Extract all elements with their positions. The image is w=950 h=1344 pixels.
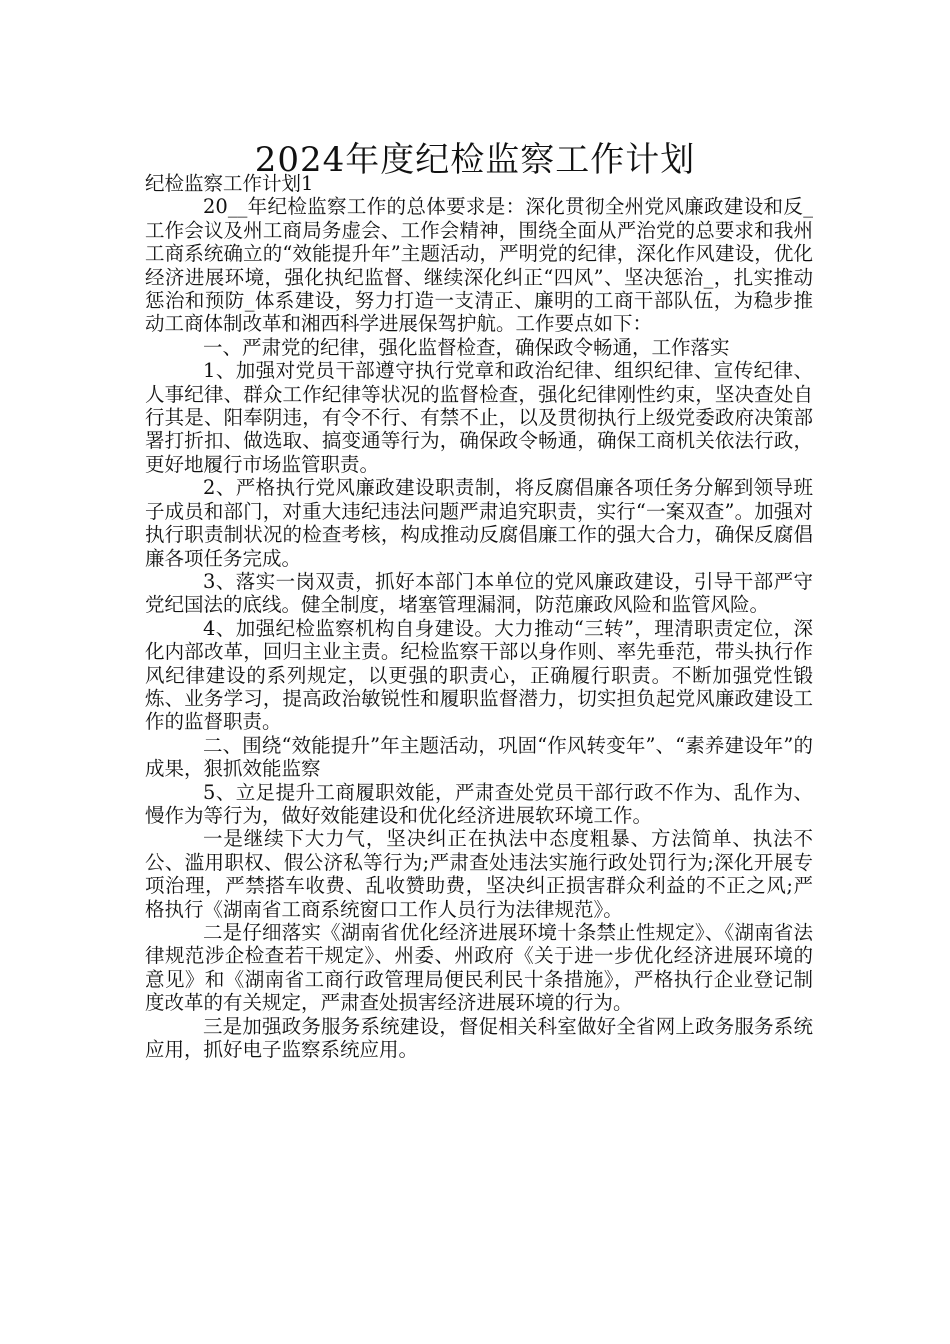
document-subtitle: 纪检监察工作计划1 xyxy=(145,172,314,195)
paragraph-item-3: 3、落实一岗双责，抓好本部门本单位的党风廉政建设，引导干部严守党纪国法的底线。健全制度，堵塞管理漏洞，防范廉政风险和监管风险。 xyxy=(145,569,813,617)
paragraph-item-1: 1、加强对党员干部遵守执行党章和政治纪律、组织纪律、宣传纪律、人事纪律、群众工作纪律等状况的监督检查，强化纪律刚性约束，坚决查处自行其是、阳奉阴违，有令不行、有禁不止，以及贯彻执行上级党委政府决策部署打折扣、做选取、搞变通等行为，确保政令畅通，确保工商机关依法行政，更好地履行市场监管职责。 xyxy=(145,359,813,476)
paragraph-point-1: 一是继续下大力气，坚决纠正在执法中态度粗暴、方法简单、执法不公、滥用职权、假公济私等行为;严肃查处违法实施行政处罚行为;深化开展专项治理，严禁搭车收费、乱收赞助费，坚决纠正损害群众利益的不正之风;严格执行《湖南省工商系统窗口工作人员行为法律规范》。 xyxy=(145,827,813,921)
paragraph-item-5: 5、立足提升工商履职效能，严肃查处党员干部行政不作为、乱作为、慢作为等行为，做好效能建设和优化经济进展软环境工作。 xyxy=(145,780,813,827)
section-heading-1: 一、严肃党的纪律，强化监督检查，确保政令畅通，工作落实 xyxy=(203,335,730,359)
section-heading-2: 二、围绕“效能提升”年主题活动，巩固“作风转变年”、“素养建设年”的成果，狠抓效能监察 xyxy=(145,733,813,781)
paragraph-intro: 20__年纪检监察工作的总体要求是：深化贯彻全州党风廉政建设和反_工作会议及州工商局务虚会、工作会精神，围绕全面从严治党的总要求和我州工商系统确立的“效能提升年”主题活动，严明党的纪律，深化作风建设，优化经济进展环境，强化执纪监督、继续深化纠正“四风”、坚决惩治_，扎实推动惩治和预防_体系建设，努力打造一支清正、廉明的工商干部队伍，为稳步推动工商体制改革和湘西科学进展保驾护航。工作要点如下： xyxy=(145,195,813,336)
paragraph-point-3: 三是加强政务服务系统建设，督促相关科室做好全省网上政务服务系统应用，抓好电子监察系统应用。 xyxy=(145,1014,813,1062)
document-title: 2024年度纪检监察工作计划 xyxy=(254,140,696,180)
document-body xyxy=(145,172,813,1061)
paragraph-item-4: 4、加强纪检监察机构自身建设。大力推动“三转”，理清职责定位，深化内部改革，回归主业主责。纪检监察干部以身作则、率先垂范，带头执行作风纪律建设的系列规定，以更强的职责心，正确履行职责。不断加强党性锻炼、业务学习，提高政治敏锐性和履职监督潜力，切实担负起党风廉政建设工作的监督职责。 xyxy=(145,616,813,734)
paragraph-point-2: 二是仔细落实《湖南省优化经济进展环境十条禁止性规定》、《湖南省法律规范涉企检查若干规定》、州委、州政府《关于进一步优化经济进展环境的意见》和《湖南省工商行政管理局便民利民十条措施》，严格执行企业登记制度改革的有关规定，严肃查处损害经济进展环境的行为。 xyxy=(145,921,813,1015)
paragraph-item-2: 2、严格执行党风廉政建设职责制，将反腐倡廉各项任务分解到领导班子成员和部门，对重大违纪违法问题严肃追究职责，实行“一案双查”。加强对执行职责制状况的检查考核，构成推动反腐倡廉工作的强大合力，确保反腐倡廉各项任务完成。 xyxy=(145,476,813,570)
